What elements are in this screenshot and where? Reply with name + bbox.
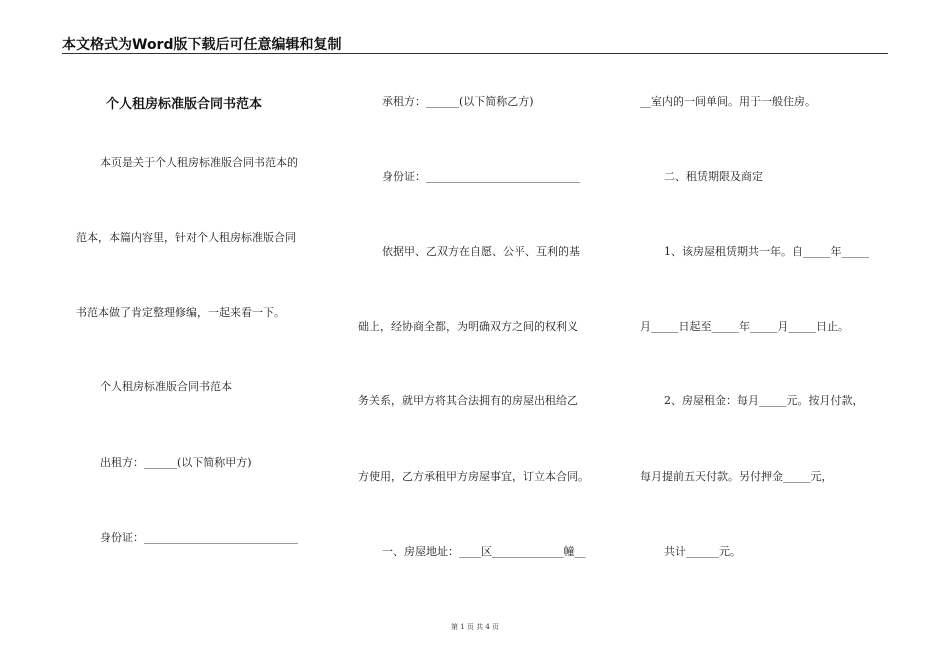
deposit-line: 每月提前五天付款。另付押金_____元， [640,470,833,483]
paragraph-line: 范本，本篇内容里，针对个人租房标准版合同 [76,231,296,244]
lease-term-line: 1、该房屋租赁期共一年。自_____年_____ [664,245,869,258]
paragraph-line: 本页是关于个人租房标准版合同书范本的 [100,156,298,169]
header-divider [62,53,888,54]
paragraph-line: 依据甲、乙双方在自愿、公平、互利的基 [382,245,580,258]
paragraph-line: __室内的一间单间。用于一般住房。 [640,95,816,108]
lessor-field: 出租方：______(以下简称甲方) [100,456,252,469]
paragraph-line: 础上，经协商全都，为明确双方之间的权利义 [358,320,578,333]
paragraph-line: 务关系，就甲方将其合法拥有的房屋出租给乙 [358,394,578,407]
lessor-id-field: 身份证：____________________________ [100,531,298,544]
section-heading: 个人租房标准版合同书范本 [100,380,232,393]
house-address-line: 一、房屋地址：____区_____________幢__ [382,545,586,558]
total-line: 共计______元。 [664,545,741,558]
lessee-id-field: 身份证：____________________________ [382,170,580,183]
document-title: 个人租房标准版合同书范本 [106,97,263,112]
lessee-field: 承租方：______(以下简称乙方) [382,95,534,108]
page-indicator: 第 1 页 共 4 页 [450,623,500,631]
header-bar [62,34,888,54]
lease-term-line: 月_____日起至_____年_____月_____日止。 [640,320,849,333]
section-heading: 二、租赁期限及商定 [664,170,763,183]
rent-line: 2、房屋租金：每月_____元。按月付款， [664,394,864,407]
paragraph-line: 方使用，乙方承租甲方房屋事宜，订立本合同。 [358,470,589,483]
paragraph-line: 书范本做了肯定整理修编，一起来看一下。 [76,306,285,319]
header-title: 本文格式为Word版下载后可任意编辑和复制 [62,37,342,53]
